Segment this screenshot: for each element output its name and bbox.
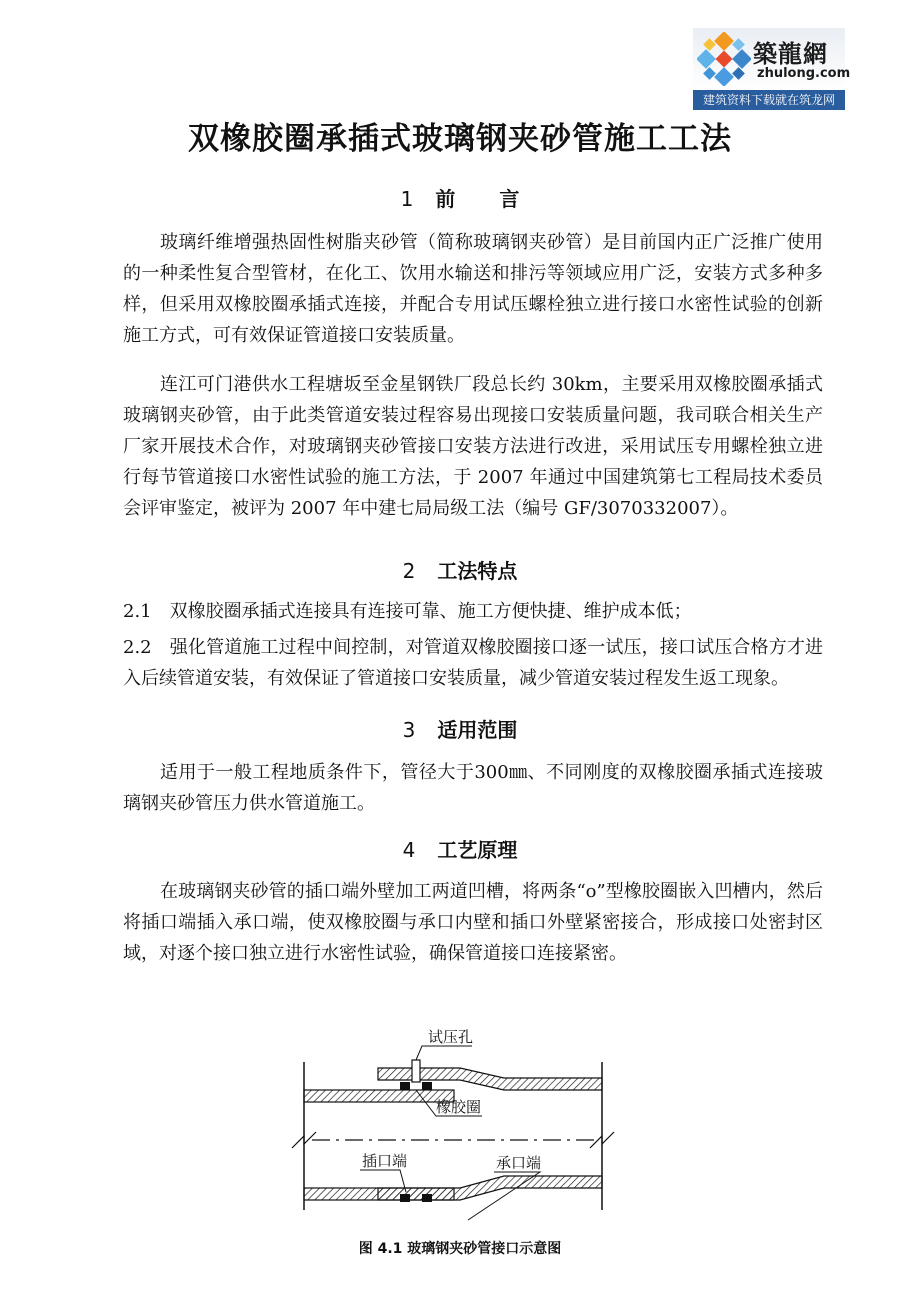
test-hole-leader — [416, 1046, 472, 1060]
section-title: 前言 — [435, 187, 564, 211]
pipe-joint-diagram — [282, 1020, 622, 1230]
list-item-text: 双橡胶圈承插式连接具有连接可靠、施工方便快捷、维护成本低； — [169, 601, 692, 622]
section-3-heading — [0, 714, 920, 743]
spigot-end-label: 插口端 — [362, 1152, 408, 1170]
rubber-ring-icon — [422, 1194, 432, 1202]
logo-header — [693, 28, 851, 90]
section-4-heading — [0, 834, 920, 863]
list-item — [123, 596, 823, 627]
paragraph: 玻璃纤维增强热固性树脂夹砂管（简称玻璃钢夹砂管）是目前国内正广泛推广使用的一种柔性复合型管材，在化工、饮用水输送和排污等领域应用广泛，安装方式多种多样，但采用双橡胶圈承插式连接，并配合专用试压螺栓独立进行接口水密性试验的创新施工方式，可有效保证管道接口安装质量。 — [123, 232, 823, 346]
section-number: 1 — [400, 187, 414, 211]
list-item-text: 强化管道施工过程中间控制，对管道双橡胶圈接口逐一试压，接口试压合格方才进入后续管道安装，有效保证了管道接口安装质量，减少管道安装过程发生返工现象。 — [123, 637, 823, 689]
document-title: 双橡胶圈承插式玻璃钢夹砂管施工工法 — [188, 121, 732, 157]
test-hole-label: 试压孔 — [428, 1028, 474, 1046]
list-item-number: 2.1 — [123, 601, 152, 622]
paragraph: 适用于一般工程地质条件下，管径大于300㎜、不同刚度的双橡胶圈承插式连接玻璃钢夹砂管压力供水管道施工。 — [123, 762, 823, 814]
paragraph: 在玻璃钢夹砂管的插口端外壁加工两道凹槽，将两条“o”型橡胶圈嵌入凹槽内，然后将插口端插入承口端，使双橡胶圈与承口内壁和插口外壁紧密接合，形成接口处密封区域，对逐个接口独立进行水密性试验，确保管道接口连接紧密。 — [123, 881, 823, 964]
section-title: 适用范围 — [437, 718, 518, 742]
lower-socket-wall — [378, 1176, 602, 1200]
socket-end-label: 承口端 — [496, 1154, 542, 1172]
section-1-heading — [0, 183, 920, 212]
section-title: 工法特点 — [437, 559, 518, 583]
upper-spigot-wall — [304, 1090, 454, 1102]
test-hole-bolt-icon — [412, 1060, 420, 1082]
logo-url: zhulong.com — [757, 66, 851, 81]
rubber-ring-label: 橡胶圈 — [436, 1098, 482, 1116]
section-number: 2 — [402, 559, 416, 583]
section-2-heading — [0, 555, 920, 584]
list-item — [123, 632, 823, 694]
paragraph: 连江可门港供水工程塘坂至金星钢铁厂段总长约 30km，主要采用双橡胶圈承插式玻璃钢夹砂管，由于此类管道安装过程容易出现接口安装质量问题，我司联合相关生产厂家开展技术合作，对玻璃钢夹砂管接口安装方法进行改进，采用试压专用螺栓独立进行每节管道接口水密性试验的施工方法，于 2007 年通过中国建筑第七工程局技术委员会评审鉴定，被评为 2007 年中建七局局级工法（编号 GF/3070332007）。 — [123, 374, 823, 519]
logo-name: 築龍網 — [753, 40, 828, 68]
section-number: 4 — [402, 838, 416, 862]
section-title: 工艺原理 — [437, 838, 518, 862]
list-item-number: 2.2 — [123, 637, 152, 658]
rubber-ring-icon — [422, 1082, 432, 1090]
snowflake-logo-icon — [697, 32, 751, 86]
section-number: 3 — [402, 718, 416, 742]
rubber-ring-icon — [400, 1082, 410, 1090]
logo-slogan: 建筑资料下载就在筑龙网 — [693, 90, 845, 110]
rubber-ring-icon — [400, 1194, 410, 1202]
zhulong-logo — [693, 28, 851, 110]
figure-caption: 图 4.1 玻璃钢夹砂管接口示意图 — [358, 1241, 562, 1257]
